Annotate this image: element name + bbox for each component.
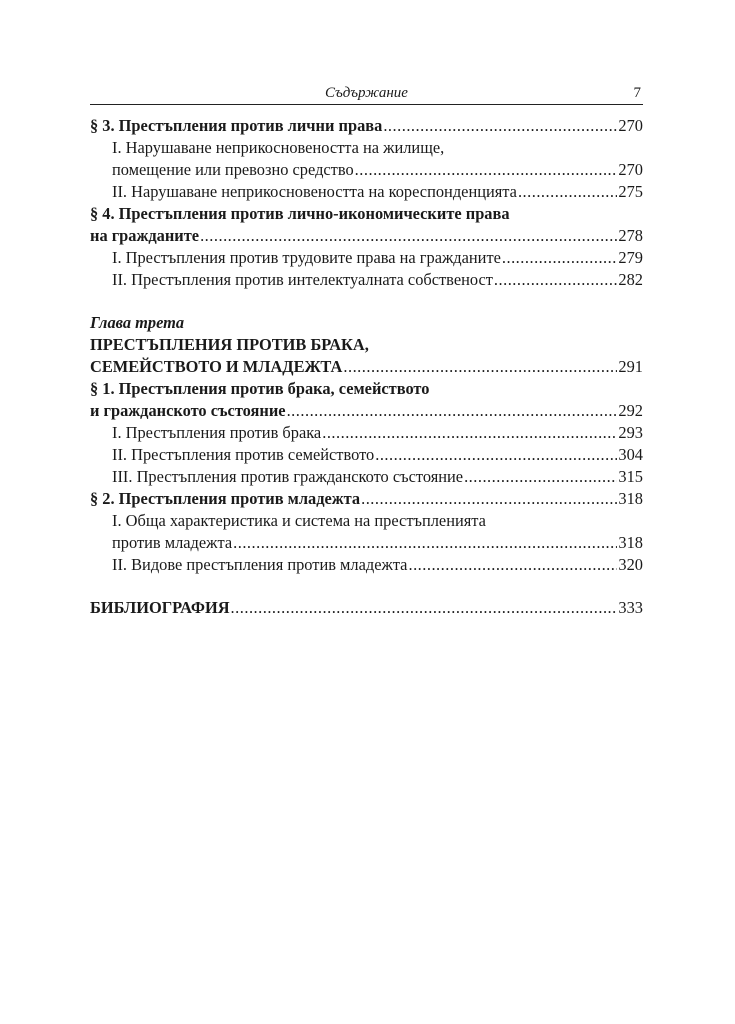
chapter-title-line1[interactable]	[90, 334, 643, 356]
toc-entry-page: 320	[618, 555, 643, 574]
toc-entry-page: 279	[618, 248, 643, 267]
toc-entry-section3-item2[interactable]	[112, 181, 643, 203]
chapter-title: ПРЕСТЪПЛЕНИЯ ПРОТИВ БРАКА,	[90, 335, 369, 354]
page-number: 7	[633, 85, 641, 101]
toc-entry-page: 278	[618, 226, 643, 245]
toc-entry-title: II. Нарушаване неприкосновеността на кореспонденцията	[112, 182, 517, 201]
dot-leader	[322, 422, 617, 444]
toc-entry-title: помещение или превозно средство	[112, 160, 354, 179]
dot-leader	[464, 466, 617, 488]
toc-entry-title: I. Нарушаване неприкосновеността на жилище,	[112, 138, 445, 157]
toc-entry-ch3-section1[interactable]	[90, 400, 643, 422]
running-head	[90, 84, 643, 105]
toc-entry-section3-item1[interactable]	[112, 159, 643, 181]
toc-entry-title: и гражданското състояние	[90, 401, 286, 420]
toc-entry-page: 293	[618, 423, 643, 442]
toc-entry-title: I. Обща характеристика и система на престъпленията	[112, 511, 486, 530]
chapter-label-text: Глава трета	[90, 313, 185, 332]
toc-entry-page: 291	[618, 357, 643, 376]
dot-leader	[233, 532, 617, 554]
dot-leader	[383, 115, 617, 137]
dot-leader	[408, 554, 617, 576]
dot-leader	[494, 269, 618, 291]
dot-leader	[231, 597, 618, 619]
chapter-label	[90, 312, 643, 334]
toc-entry-page: 333	[618, 598, 643, 617]
toc-entry-title: I. Престъпления против брака	[112, 423, 322, 442]
toc-entry-page: 292	[618, 401, 643, 420]
toc-entry-ch3-section2-item2[interactable]	[112, 554, 643, 576]
toc-entry-title: § 2. Престъпления против младежта	[90, 489, 361, 508]
toc-entry-ch3-section1-item1[interactable]	[112, 422, 643, 444]
toc-entry-chapter3[interactable]	[90, 356, 643, 378]
toc-entry-bibliography[interactable]	[90, 597, 643, 619]
toc-entry-title: на гражданите	[90, 226, 200, 245]
toc-entry-title: II. Престъпления против интелектуалната собственост	[112, 270, 493, 289]
dot-leader	[200, 225, 617, 247]
toc-entry-page: 270	[618, 160, 643, 179]
toc-entry-section3[interactable]	[90, 115, 643, 137]
dot-leader	[361, 488, 617, 510]
toc-entry-title: I. Престъпления против трудовите права на гражданите	[112, 248, 501, 267]
toc-entry-page: 282	[618, 270, 643, 289]
toc-entry-ch3-section1-line1[interactable]	[90, 378, 643, 400]
dot-leader	[518, 181, 617, 203]
toc-entry-title: II. Престъпления против семейството	[112, 445, 375, 464]
dot-leader	[343, 356, 617, 378]
toc-entry-ch3-section1-item3[interactable]	[112, 466, 643, 488]
toc-entry-section4-line1[interactable]	[90, 203, 643, 225]
toc-entry-page: 304	[618, 445, 643, 464]
toc-entry-title: § 4. Престъпления против лично-икономическите права	[90, 204, 510, 223]
toc-entry-title: против младежта	[112, 533, 233, 552]
running-head-title: Съдържание	[325, 85, 408, 101]
toc-entry-ch3-section1-item2[interactable]	[112, 444, 643, 466]
toc-entry-title: II. Видове престъпления против младежта	[112, 555, 408, 574]
toc-entry-section3-item1-line1[interactable]	[112, 137, 643, 159]
toc-entry-section4[interactable]	[90, 225, 643, 247]
toc-entry-title: § 3. Престъпления против лични права	[90, 116, 383, 135]
toc-entry-ch3-section2-item1[interactable]	[112, 532, 643, 554]
toc-entry-title: БИБЛИОГРАФИЯ	[90, 598, 230, 617]
dot-leader	[355, 159, 618, 181]
toc-entry-page: 270	[618, 116, 643, 135]
toc-entry-section4-item2[interactable]	[112, 269, 643, 291]
toc-entry-title: § 1. Престъпления против брака, семейството	[90, 379, 430, 398]
dot-leader	[287, 400, 618, 422]
toc-entry-page: 318	[618, 489, 643, 508]
toc-entry-title: III. Престъпления против гражданското състояние	[112, 467, 464, 486]
toc-entry-page: 275	[618, 182, 643, 201]
toc-entry-section4-item1[interactable]	[112, 247, 643, 269]
toc-entry-page: 315	[618, 467, 643, 486]
toc-entry-ch3-section2-item1-line1[interactable]	[112, 510, 643, 532]
dot-leader	[375, 444, 617, 466]
toc-entry-ch3-section2[interactable]	[90, 488, 643, 510]
chapter-title: СЕМЕЙСТВОТО И МЛАДЕЖТА	[90, 357, 343, 376]
dot-leader	[502, 247, 618, 269]
toc-entry-page: 318	[618, 533, 643, 552]
